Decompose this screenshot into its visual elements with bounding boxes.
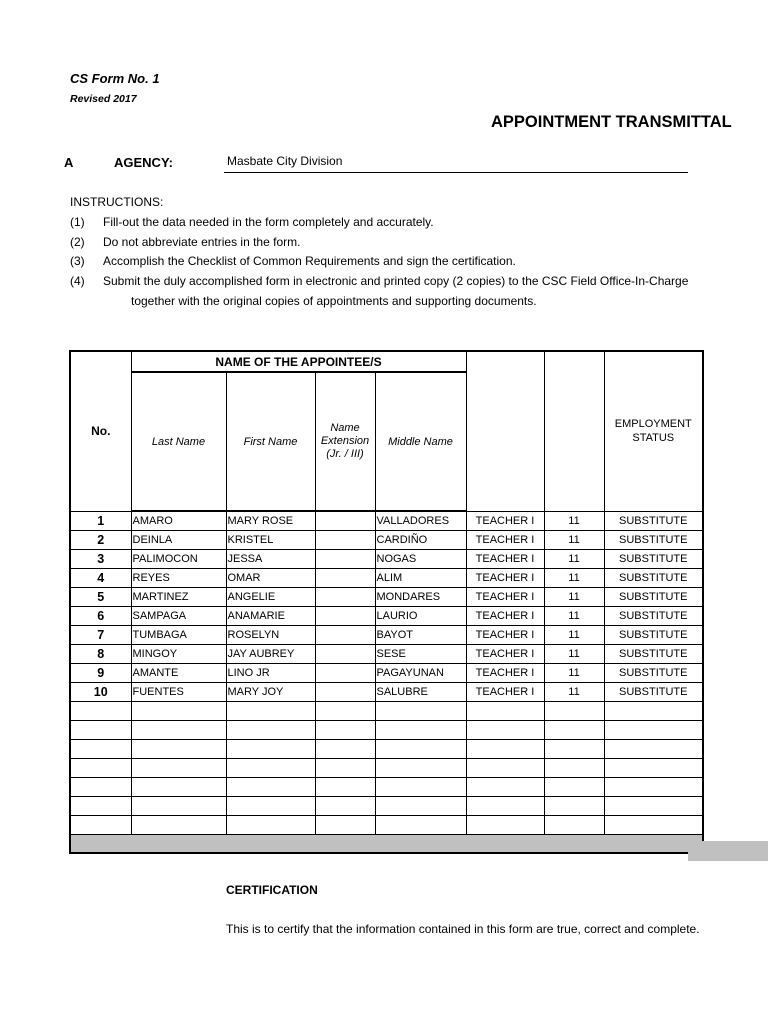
row-number[interactable]: 1 (70, 511, 131, 531)
empty-cell[interactable] (604, 797, 703, 816)
empty-cell[interactable] (315, 721, 375, 740)
empty-cell[interactable] (544, 740, 604, 759)
middle-name-cell[interactable]: BAYOT (375, 626, 466, 645)
employment-status-cell[interactable]: SUBSTITUTE (604, 645, 703, 664)
empty-cell[interactable] (315, 816, 375, 835)
row-number[interactable]: 7 (70, 626, 131, 645)
instruction-number: (1) (70, 215, 85, 229)
table-row (70, 511, 703, 531)
instruction-text: Submit the duly accomplished form in electronic and printed copy (2 copies) to the CSC Field Office-In-Charge (103, 274, 689, 288)
empty-cell[interactable] (544, 797, 604, 816)
table-row (70, 550, 703, 569)
salary-grade-cell[interactable]: 11 (544, 511, 604, 531)
position-cell[interactable]: TEACHER I (466, 531, 544, 550)
empty-table-row (70, 759, 703, 778)
empty-cell[interactable] (375, 778, 466, 797)
empty-cell[interactable] (375, 740, 466, 759)
header-first-name: First Name (226, 372, 315, 511)
header-name-extension-line2: Extension (320, 435, 370, 447)
empty-table-row (70, 797, 703, 816)
salary-grade-cell[interactable]: 11 (544, 664, 604, 683)
first-name-cell[interactable]: JESSA (226, 550, 315, 569)
empty-cell[interactable] (315, 759, 375, 778)
empty-cell[interactable] (466, 740, 544, 759)
name-extension-cell[interactable] (315, 607, 375, 626)
last-name-cell[interactable]: MINGOY (131, 645, 226, 664)
header-employment-status: EMPLOYMENT STATUS (604, 351, 703, 511)
empty-cell[interactable] (226, 816, 315, 835)
table-row (70, 664, 703, 683)
empty-table-row (70, 721, 703, 740)
appointee-table (69, 350, 704, 854)
employment-status-cell[interactable]: SUBSTITUTE (604, 550, 703, 569)
empty-table-row (70, 740, 703, 759)
header-name-extension (315, 372, 375, 511)
table-row (70, 607, 703, 626)
empty-cell[interactable] (604, 721, 703, 740)
first-name-cell[interactable]: MARY JOY (226, 683, 315, 702)
last-name-cell[interactable]: AMARO (131, 511, 226, 531)
instruction-number: (2) (70, 235, 85, 249)
middle-name-cell[interactable]: ALIM (375, 569, 466, 588)
empty-cell[interactable] (131, 759, 226, 778)
empty-cell[interactable] (70, 816, 131, 835)
header-salary-grade (544, 351, 604, 511)
empty-cell[interactable] (604, 702, 703, 721)
empty-cell[interactable] (226, 778, 315, 797)
header-position (466, 351, 544, 511)
name-extension-cell[interactable] (315, 626, 375, 645)
employment-status-cell[interactable]: SUBSTITUTE (604, 531, 703, 550)
position-cell[interactable]: TEACHER I (466, 511, 544, 531)
empty-cell[interactable] (375, 721, 466, 740)
name-extension-cell[interactable] (315, 550, 375, 569)
empty-cell[interactable] (70, 778, 131, 797)
last-name-cell[interactable]: AMANTE (131, 664, 226, 683)
empty-cell[interactable] (375, 797, 466, 816)
table-row (70, 626, 703, 645)
row-number[interactable]: 9 (70, 664, 131, 683)
position-cell[interactable]: TEACHER I (466, 588, 544, 607)
name-extension-cell[interactable] (315, 645, 375, 664)
employment-status-cell[interactable]: SUBSTITUTE (604, 607, 703, 626)
empty-cell[interactable] (544, 778, 604, 797)
first-name-cell[interactable]: MARY ROSE (226, 511, 315, 531)
name-extension-cell[interactable] (315, 511, 375, 531)
grey-strip (688, 841, 768, 861)
middle-name-cell[interactable]: MONDARES (375, 588, 466, 607)
empty-cell[interactable] (131, 721, 226, 740)
table-row (70, 588, 703, 607)
name-extension-cell[interactable] (315, 664, 375, 683)
row-number[interactable]: 2 (70, 531, 131, 550)
salary-grade-cell[interactable]: 11 (544, 550, 604, 569)
empty-cell[interactable] (70, 740, 131, 759)
position-cell[interactable]: TEACHER I (466, 607, 544, 626)
position-cell[interactable]: TEACHER I (466, 664, 544, 683)
instruction-text: Do not abbreviate entries in the form. (103, 235, 301, 249)
empty-cell[interactable] (466, 721, 544, 740)
row-number[interactable]: 8 (70, 645, 131, 664)
revision-label: Revised 2017 (70, 93, 137, 105)
empty-cell[interactable] (544, 759, 604, 778)
position-cell[interactable]: TEACHER I (466, 626, 544, 645)
empty-cell[interactable] (131, 797, 226, 816)
position-cell[interactable]: TEACHER I (466, 550, 544, 569)
salary-grade-cell[interactable]: 11 (544, 607, 604, 626)
salary-grade-cell[interactable]: 11 (544, 531, 604, 550)
empty-table-row (70, 702, 703, 721)
first-name-cell[interactable]: KRISTEL (226, 531, 315, 550)
instruction-text: Fill-out the data needed in the form completely and accurately. (103, 215, 434, 229)
empty-cell[interactable] (375, 816, 466, 835)
last-name-cell[interactable]: DEINLA (131, 531, 226, 550)
empty-cell[interactable] (544, 721, 604, 740)
empty-cell[interactable] (226, 797, 315, 816)
empty-cell[interactable] (315, 702, 375, 721)
last-name-cell[interactable]: SAMPAGA (131, 607, 226, 626)
empty-cell[interactable] (544, 702, 604, 721)
middle-name-cell[interactable]: VALLADORES (375, 511, 466, 531)
table-row (70, 569, 703, 588)
middle-name-cell[interactable]: PAGAYUNAN (375, 664, 466, 683)
last-name-cell[interactable]: REYES (131, 569, 226, 588)
name-extension-cell[interactable] (315, 569, 375, 588)
appointee-table-container (69, 350, 692, 861)
empty-cell[interactable] (131, 816, 226, 835)
empty-cell[interactable] (226, 759, 315, 778)
header-last-name: Last Name (131, 372, 226, 511)
certification-text: This is to certify that the information contained in this form are true, correct and complete. (226, 922, 700, 936)
empty-cell[interactable] (604, 740, 703, 759)
last-name-cell[interactable]: MARTINEZ (131, 588, 226, 607)
table-row (70, 683, 703, 702)
row-number[interactable]: 5 (70, 588, 131, 607)
agency-underline (224, 172, 688, 173)
middle-name-cell[interactable]: LAURIO (375, 607, 466, 626)
empty-cell[interactable] (315, 797, 375, 816)
first-name-cell[interactable]: LINO JR (226, 664, 315, 683)
first-name-cell[interactable]: OMAR (226, 569, 315, 588)
middle-name-cell[interactable]: CARDIÑO (375, 531, 466, 550)
first-name-cell[interactable]: JAY AUBREY (226, 645, 315, 664)
position-cell[interactable]: TEACHER I (466, 683, 544, 702)
position-cell[interactable]: TEACHER I (466, 645, 544, 664)
row-number[interactable]: 3 (70, 550, 131, 569)
empty-cell[interactable] (131, 702, 226, 721)
empty-cell[interactable] (226, 721, 315, 740)
empty-cell[interactable] (70, 797, 131, 816)
empty-cell[interactable] (466, 797, 544, 816)
middle-name-cell[interactable]: SALUBRE (375, 683, 466, 702)
empty-cell[interactable] (544, 816, 604, 835)
page-title: APPOINTMENT TRANSMITTAL (491, 113, 732, 131)
empty-cell[interactable] (131, 778, 226, 797)
employment-status-cell[interactable]: SUBSTITUTE (604, 664, 703, 683)
row-number[interactable]: 4 (70, 569, 131, 588)
instruction-continuation: together with the original copies of appointments and supporting documents. (131, 294, 537, 308)
instructions-title: INSTRUCTIONS: (70, 195, 164, 209)
header-middle-name: Middle Name (375, 372, 466, 511)
empty-cell[interactable] (226, 702, 315, 721)
header-name-extension-line3: (Jr. / III) (326, 448, 364, 460)
agency-label: AGENCY: (114, 155, 173, 170)
last-name-cell[interactable]: PALIMOCON (131, 550, 226, 569)
instruction-number: (4) (70, 274, 85, 288)
instruction-number: (3) (70, 254, 85, 268)
table-footer-cell (70, 835, 703, 854)
salary-grade-cell[interactable]: 11 (544, 645, 604, 664)
row-number[interactable]: 6 (70, 607, 131, 626)
empty-table-row (70, 778, 703, 797)
empty-cell[interactable] (315, 740, 375, 759)
empty-cell[interactable] (375, 702, 466, 721)
empty-cell[interactable] (466, 759, 544, 778)
name-extension-cell[interactable] (315, 531, 375, 550)
employment-status-cell[interactable]: SUBSTITUTE (604, 569, 703, 588)
last-name-cell[interactable]: TUMBAGA (131, 626, 226, 645)
first-name-cell[interactable]: ANGELIE (226, 588, 315, 607)
salary-grade-cell[interactable]: 11 (544, 588, 604, 607)
empty-cell[interactable] (466, 778, 544, 797)
empty-cell[interactable] (226, 740, 315, 759)
salary-grade-cell[interactable]: 11 (544, 569, 604, 588)
header-name-extension-line1: Name (330, 422, 360, 434)
salary-grade-cell[interactable]: 11 (544, 626, 604, 645)
empty-cell[interactable] (375, 759, 466, 778)
last-name-cell[interactable]: FUENTES (131, 683, 226, 702)
salary-grade-cell[interactable]: 11 (544, 683, 604, 702)
agency-field[interactable]: Masbate City Division (227, 154, 343, 168)
first-name-cell[interactable]: ROSELYN (226, 626, 315, 645)
middle-name-cell[interactable]: SESE (375, 645, 466, 664)
row-number[interactable]: 10 (70, 683, 131, 702)
employment-status-cell[interactable]: SUBSTITUTE (604, 683, 703, 702)
header-no: No. (70, 351, 131, 511)
empty-cell[interactable] (604, 759, 703, 778)
certification-title: CERTIFICATION (226, 883, 318, 897)
empty-cell[interactable] (466, 816, 544, 835)
table-row (70, 645, 703, 664)
table-footer-row (70, 835, 703, 854)
empty-cell[interactable] (70, 759, 131, 778)
agency-prefix: A (64, 155, 74, 170)
appointee-table-body (70, 511, 703, 853)
employment-status-cell[interactable]: SUBSTITUTE (604, 588, 703, 607)
empty-table-row (70, 816, 703, 835)
empty-cell[interactable] (70, 702, 131, 721)
name-extension-cell[interactable] (315, 683, 375, 702)
employment-status-cell[interactable]: SUBSTITUTE (604, 626, 703, 645)
empty-cell[interactable] (604, 816, 703, 835)
table-row (70, 531, 703, 550)
middle-name-cell[interactable]: NOGAS (375, 550, 466, 569)
name-extension-cell[interactable] (315, 588, 375, 607)
empty-cell[interactable] (466, 702, 544, 721)
first-name-cell[interactable]: ANAMARIE (226, 607, 315, 626)
empty-cell[interactable] (70, 721, 131, 740)
empty-cell[interactable] (315, 778, 375, 797)
header-name-group: NAME OF THE APPOINTEE/S (131, 351, 466, 372)
instruction-text: Accomplish the Checklist of Common Requirements and sign the certification. (103, 254, 516, 268)
empty-cell[interactable] (604, 778, 703, 797)
employment-status-cell[interactable]: SUBSTITUTE (604, 511, 703, 531)
position-cell[interactable]: TEACHER I (466, 569, 544, 588)
empty-cell[interactable] (131, 740, 226, 759)
form-number: CS Form No. 1 (70, 71, 160, 86)
